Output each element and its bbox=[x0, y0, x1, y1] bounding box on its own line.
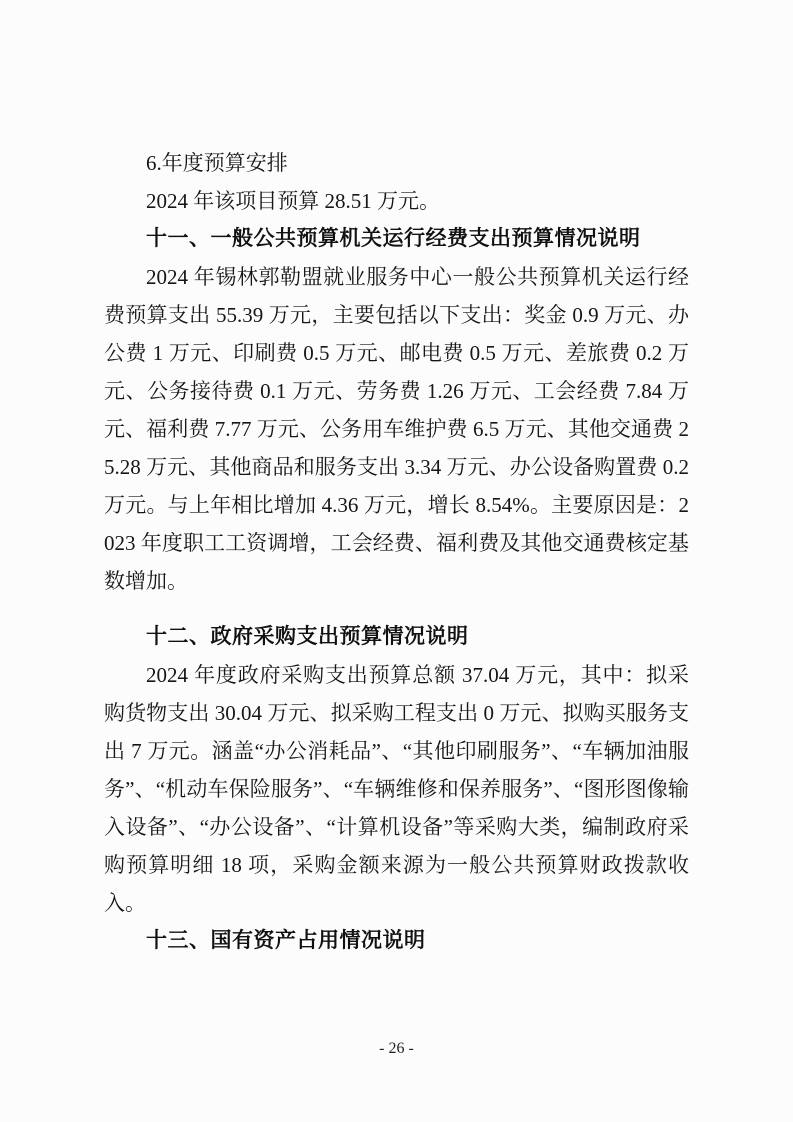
paragraph-annual-budget-arrangement: 6.年度预算安排 bbox=[146, 151, 288, 175]
paragraph-section-11-body: 2024 年锡林郭勒盟就业服务中心一般公共预算机关运行经费预算支出 55.39 万元，主要包括以下支出：奖金 0.9 万元、办公费 1 万元、印刷费 0.5 万元、邮电费 0.5 万元、差旅费 0.2 万元、公务接待费 0.1 万元、劳务费 1.26 万元、工会经费 7.84 万元、福利费 7.77 万元、公务用车维护费 6.5 万元、其他交通费 25.28 万元、其他商品和服务支出 3.34 万元、办公设备购置费 0.2 万元。与上年相比增加 4.36 万元，增长 8.54%。主要原因是：2023 年度职工工资调增，工会经费、福利费及其他交通费核定基数增加。 bbox=[104, 265, 689, 593]
heading-section-13-state-owned-assets: 十三、国有资产占用情况说明 bbox=[146, 929, 426, 952]
heading-section-12-government-procurement: 十二、政府采购支出预算情况说明 bbox=[146, 625, 469, 648]
page-number: - 26 - bbox=[379, 1040, 414, 1057]
paragraph-project-budget-amount: 2024 年该项目预算 28.51 万元。 bbox=[146, 189, 440, 213]
paragraph-section-12-body: 2024 年度政府采购支出预算总额 37.04 万元，其中：拟采购货物支出 30.04 万元、拟采购工程支出 0 万元、拟购买服务支出 7 万元。涵盖“办公消耗品”、“其他印刷服务”、“车辆加油服务”、“机动车保险服务”、“车辆维修和保养服务”、“图形图像输入设备”、“办公设备”、“计算机设备”等采购大类，编制政府采购预算明细 18 项，采购金额来源为一般公共预算财政拨款收入。 bbox=[104, 663, 689, 915]
heading-section-11-agency-operating-expenses: 十一、一般公共预算机关运行经费支出预算情况说明 bbox=[146, 227, 641, 250]
